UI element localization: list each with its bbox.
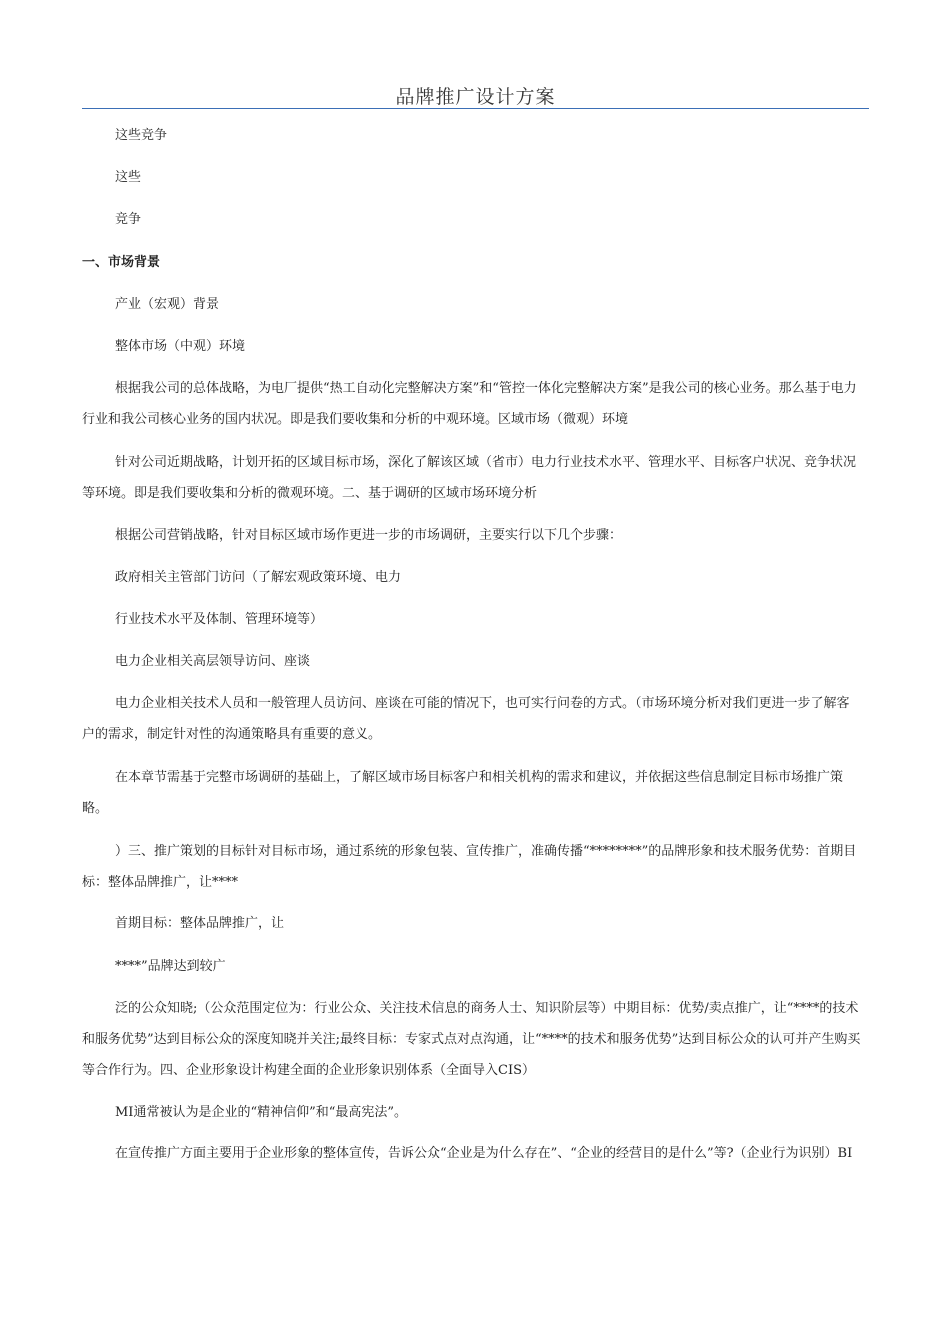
paragraph-2: 这些 bbox=[115, 170, 142, 185]
paragraph-10: 政府相关主管部门访问（了解宏观政策环境、电力 bbox=[115, 570, 402, 585]
paragraph-19: MI通常被认为是企业的“精神信仰”和“最高宪法”。 bbox=[115, 1105, 408, 1120]
paragraph-13: 电力企业相关技术人员和一般管理人员访问、座谈在可能的情况下，也可实行问卷的方式。（市场环境分析对我们更进一步了解客户的需求，制定针对性的沟通策略具有重要的意义。 bbox=[82, 696, 850, 742]
paragraph-17: ****”品牌达到较广 bbox=[115, 959, 226, 974]
paragraph-11: 行业技术水平及体制、管理环境等） bbox=[115, 612, 324, 627]
paragraph-5: 产业（宏观）背景 bbox=[115, 297, 220, 312]
paragraph-14: 在本章节需基于完整市场调研的基础上，了解区域市场目标客户和相关机构的需求和建议，并依据这些信息制定目标市场推广策略。 bbox=[82, 770, 844, 816]
paragraph-8: 针对公司近期战略，计划开拓的区域目标市场，深化了解该区域（省市）电力行业技术水平、管理水平、目标客户状况、竞争状况等环境。即是我们要收集和分析的微观环境。二、基于调研的区域市场环境分析 bbox=[82, 455, 857, 501]
paragraph-15: ）三、推广策划的目标针对目标市场，通过系统的形象包装、宣传推广，准确传播“********”的品牌形象和技术服务优势：首期目标：整体品牌推广，让**** bbox=[82, 844, 857, 890]
paragraph-18: 泛的公众知晓;（公众范围定位为：行业公众、关注技术信息的商务人士、知识阶层等）中期目标：优势/卖点推广，让“****的技术和服务优势”达到目标公众的深度知晓并关注;最终目标：专家式点对点沟通，让“****的技术和服务优势”达到目标公众的认可并产生购买等合作行为。四、企业形象设计构建全面的企业形象识别体系（全面导入CIS） bbox=[82, 1001, 861, 1078]
title-divider bbox=[82, 108, 869, 109]
paragraph-20: 在宣传推广方面主要用于企业形象的整体宣传，告诉公众“企业是为什么存在”、“企业的经营目的是什么”等?（企业行为识别）BI bbox=[115, 1146, 853, 1161]
paragraph-1: 这些竞争 bbox=[115, 128, 168, 143]
paragraph-3: 竞争 bbox=[115, 212, 142, 227]
paragraph-16: 首期目标：整体品牌推广，让 bbox=[115, 916, 285, 931]
paragraph-9: 根据公司营销战略，针对目标区域市场作更进一步的市场调研，主要实行以下几个步骤： bbox=[115, 528, 623, 543]
section-heading-market-background: 一、市场背景 bbox=[82, 255, 161, 270]
paragraph-7: 根据我公司的总体战略，为电厂提供“热工自动化完整解决方案”和“管控一体化完整解决方案”是我公司的核心业务。那么基于电力行业和我公司核心业务的国内状况。即是我们要收集和分析的中观环境。区域市场（微观）环境 bbox=[82, 381, 857, 427]
page-title: 品牌推广设计方案 bbox=[395, 86, 556, 108]
paragraph-12: 电力企业相关高层领导访问、座谈 bbox=[115, 654, 311, 669]
paragraph-6: 整体市场（中观）环境 bbox=[115, 339, 246, 354]
